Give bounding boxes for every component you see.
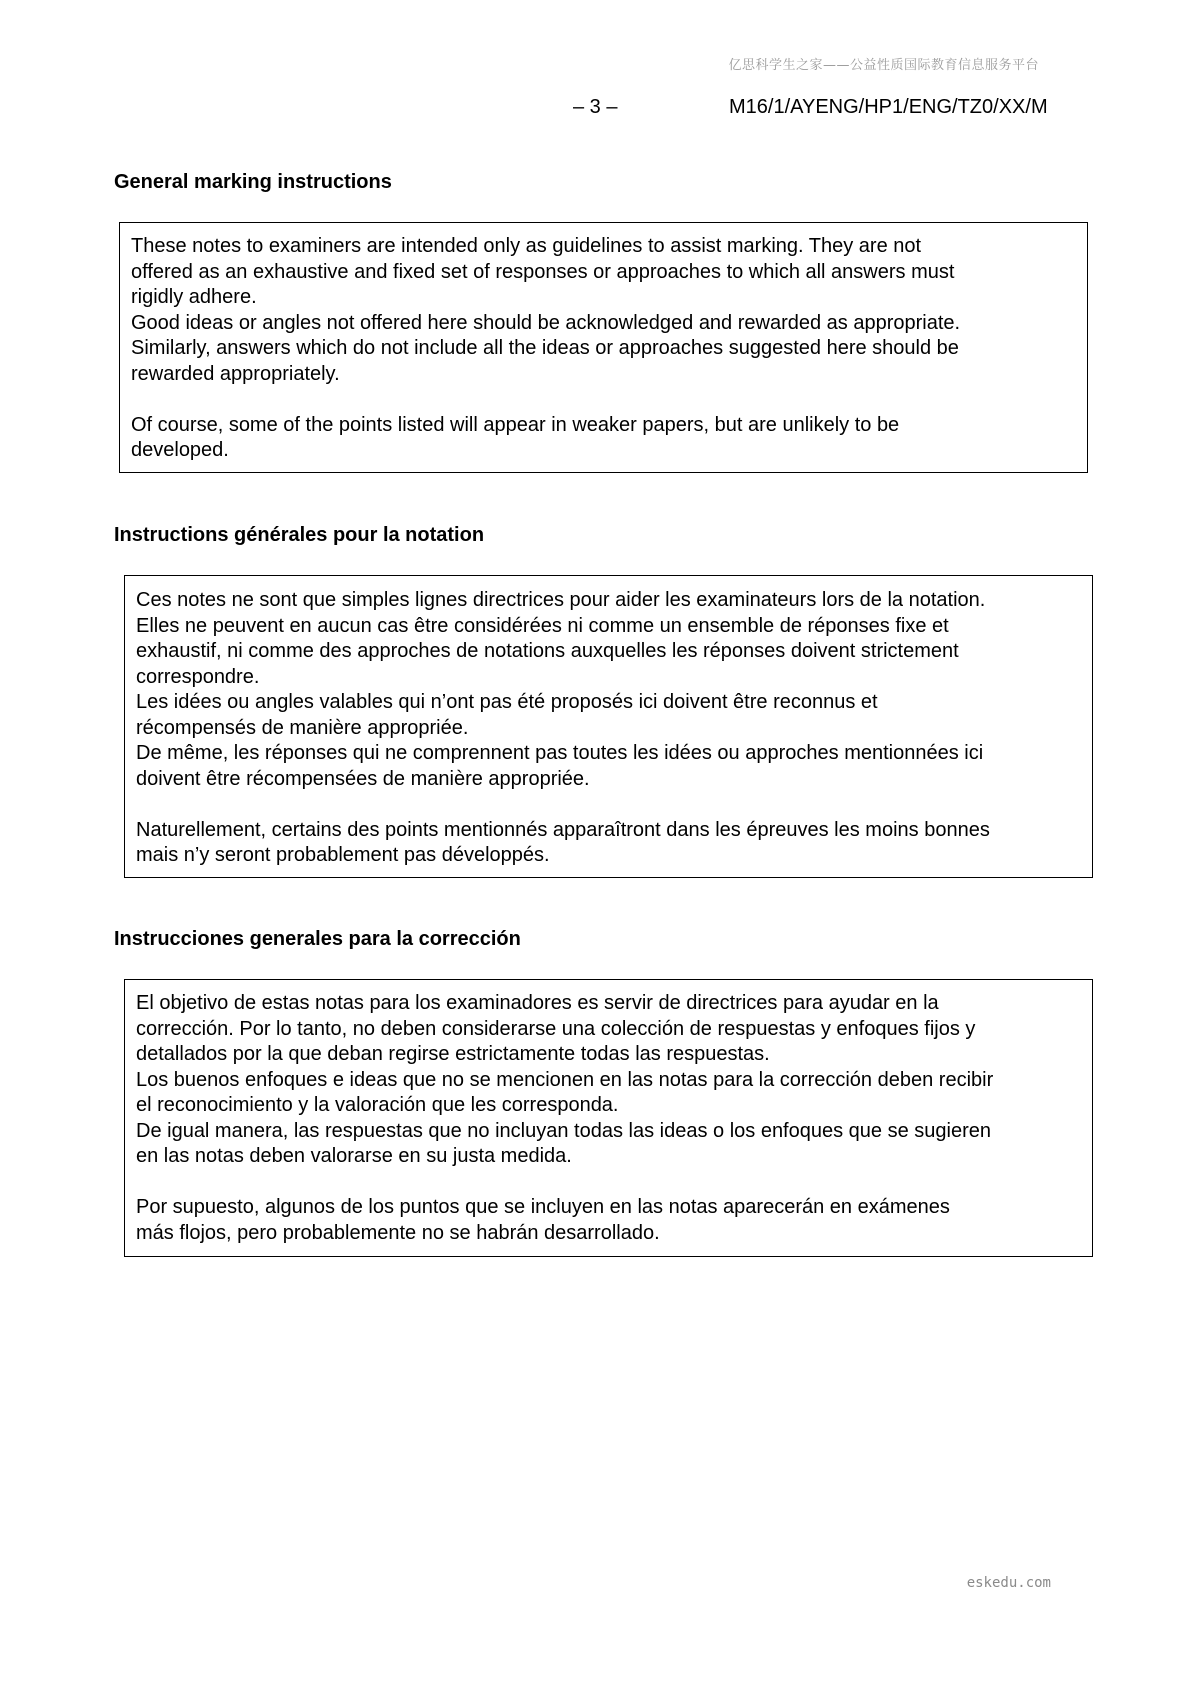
notes-line: mais n’y seront probablement pas développés. <box>136 844 550 866</box>
paragraph-gap <box>131 387 1071 413</box>
watermark-header: 亿思科学生之家——公益性质国际教育信息服务平台 <box>728 58 1039 73</box>
notes-line: De même, les réponses qui ne comprennent pas toutes les idées ou approches mentionnées ici <box>136 742 984 764</box>
paper-code: M16/1/AYENG/HP1/ENG/TZ0/XX/M <box>729 96 1048 118</box>
notes-line: corrección. Por lo tanto, no deben considerarse una colección de respuestas y enfoques fijos y <box>136 1017 976 1040</box>
notes-line: Elles ne peuvent en aucun cas être considérées ni comme un ensemble de réponses fixe et <box>136 614 949 637</box>
notes-line: récompensés de manière appropriée. <box>136 716 469 739</box>
paragraph-gap <box>136 792 1082 818</box>
notes-line: en las notas deben valorarse en su justa medida. <box>136 1145 572 1167</box>
notes-line: Naturellement, certains des points mentionnés apparaîtront dans les épreuves les moins bonnes <box>136 818 990 841</box>
notes-box-spanish <box>124 979 1093 1257</box>
page-number: – 3 – <box>573 96 618 118</box>
notes-line: el reconocimiento y la valoración que les corresponda. <box>136 1094 619 1116</box>
notes-line: correspondre. <box>136 665 260 688</box>
notes-line: These notes to examiners are intended only as guidelines to assist marking. They are not <box>131 235 922 257</box>
notes-line: Good ideas or angles not offered here should be acknowledged and rewarded as appropriate. <box>131 311 961 334</box>
heading-instrucciones-generales: Instrucciones generales para la corrección <box>114 928 521 950</box>
notes-line: detallados por la que deban regirse estrictamente todas las respuestas. <box>136 1043 770 1065</box>
notes-line: Similarly, answers which do not include all the ideas or approaches suggested here should be <box>131 337 959 359</box>
notes-box-english <box>119 222 1088 473</box>
notes-line: doivent être récompensées de manière appropriée. <box>136 767 590 790</box>
paragraph-gap <box>136 1170 1084 1196</box>
notes-line: Los buenos enfoques e ideas que no se mencionen en las notas para la corrección deben recibir <box>136 1068 994 1091</box>
notes-box-french <box>124 575 1093 878</box>
notes-line: exhaustif, ni comme des approches de notations auxquelles les réponses doivent strictement <box>136 640 959 662</box>
notes-line: offered as an exhaustive and fixed set of responses or approaches to which all answers must <box>131 260 955 283</box>
notes-line: rewarded appropriately. <box>131 362 340 385</box>
heading-instructions-generales: Instructions générales pour la notation <box>114 524 485 546</box>
notes-line: developed. <box>131 439 229 461</box>
notes-line: Les idées ou angles valables qui n’ont pas été proposés ici doivent être reconnus et <box>136 691 878 713</box>
notes-line: Por supuesto, algunos de los puntos que se incluyen en las notas aparecerán en exámenes <box>136 1196 950 1218</box>
notes-line: rigidly adhere. <box>131 286 257 308</box>
watermark-footer: eskedu.com <box>966 1575 1051 1591</box>
notes-line: Of course, some of the points listed will appear in weaker papers, but are unlikely to be <box>131 413 900 436</box>
notes-line: Ces notes ne sont que simples lignes directrices pour aider les examinateurs lors de la notation. <box>136 589 986 611</box>
notes-line: De igual manera, las respuestas que no incluyan todas las ideas o los enfoques que se sugieren <box>136 1119 991 1142</box>
heading-general-marking-instructions: General marking instructions <box>114 171 392 193</box>
notes-line: El objetivo de estas notas para los examinadores es servir de directrices para ayudar en la <box>136 992 939 1014</box>
notes-line: más flojos, pero probablemente no se habrán desarrollado. <box>136 1221 660 1244</box>
